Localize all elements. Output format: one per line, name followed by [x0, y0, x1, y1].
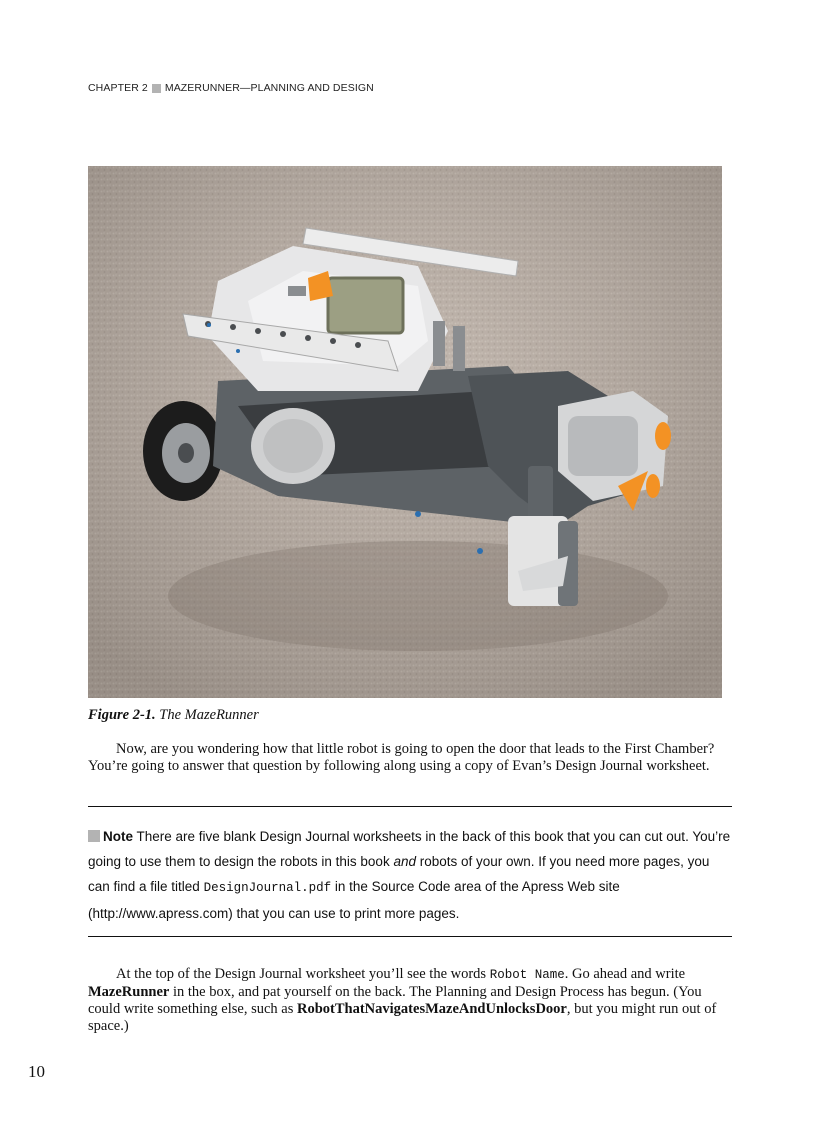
- para2-bold-1: MazeRunner: [88, 984, 170, 1000]
- note-text-3: in the Source Code area of the Apress Web site (http://www.apress.com) that you can use to print more pages.: [88, 879, 620, 921]
- chapter-title: MAZERUNNER—PLANNING AND DESIGN: [164, 82, 374, 94]
- page-number: 10: [28, 1062, 45, 1081]
- para2-text-4: , but you might run out of space.): [88, 1001, 717, 1034]
- para2-text-3: in the box, and pat yourself on the back. The Planning and Design Process has begun. (You could write something else, such as: [88, 984, 702, 1017]
- para2-bold-2: RobotThatNavigatesMazeAndUnlocksDoor: [297, 1001, 567, 1017]
- note-bottom-rule: [88, 936, 732, 937]
- note-square-icon: [88, 830, 100, 842]
- note-text-2: robots of your own. If you need more pages, you can find a file titled: [88, 854, 710, 894]
- para2-code: Robot Name: [489, 968, 565, 982]
- figure-label: Figure 2-1.: [88, 707, 156, 723]
- chapter-label: CHAPTER 2: [88, 82, 148, 94]
- body-paragraph-1: Now, are you wondering how that little robot is going to open the door that leads to the First Chamber? You’re going to answer that question by following along using a copy of Evan’s Design Journal worksheet.: [88, 741, 715, 774]
- note-box: [88, 824, 732, 926]
- note-label: Note: [103, 829, 133, 844]
- note-top-rule: [88, 806, 732, 807]
- body-paragraph-2: [88, 966, 733, 1035]
- figure-robot-photo: [88, 166, 722, 698]
- running-head: [88, 82, 374, 94]
- figure-caption-text: The MazeRunner: [159, 707, 259, 723]
- robot-illustration: [88, 166, 722, 698]
- figure-caption: [88, 707, 259, 724]
- header-square-icon: [152, 84, 161, 93]
- note-text-1: There are five blank Design Journal worksheets in the back of this book that you can cut out. You’re going to use them to design the robots in this book: [88, 829, 731, 869]
- para2-text-2: . Go ahead and write: [564, 966, 686, 982]
- note-emphasis: and: [393, 854, 416, 869]
- note-filename: DesignJournal.pdf: [203, 881, 332, 895]
- para2-text-1: At the top of the Design Journal worksheet you’ll see the words: [116, 966, 490, 982]
